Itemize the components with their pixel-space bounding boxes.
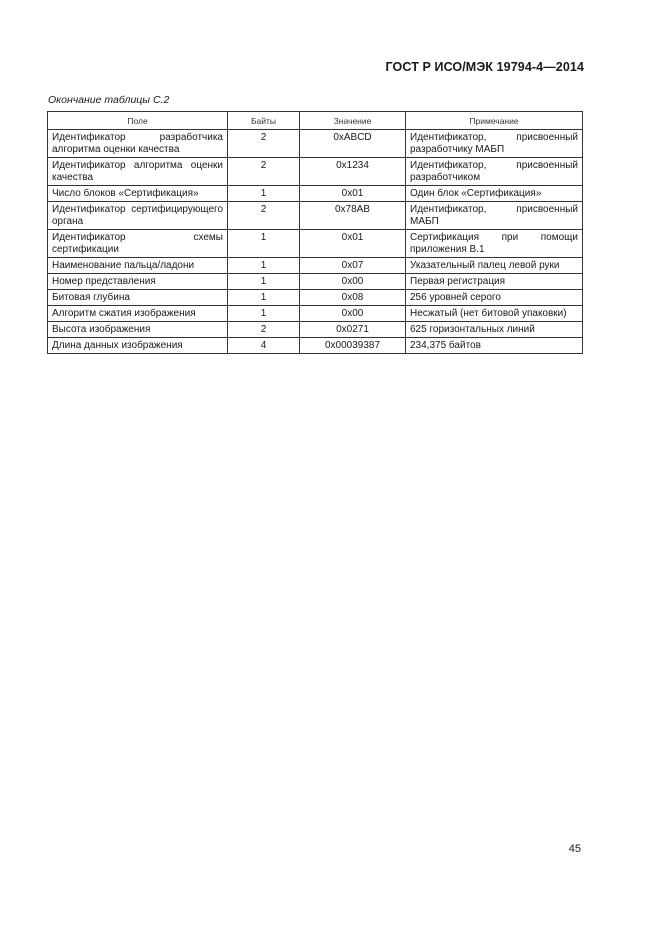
document-header: ГОСТ Р ИСО/МЭК 19794-4—2014	[385, 60, 584, 74]
data-table	[47, 111, 583, 354]
cell-value: 0x07	[300, 258, 406, 274]
table-header-row	[48, 112, 583, 130]
cell-value: 0x1234	[300, 158, 406, 186]
cell-value: 0x00039387	[300, 338, 406, 354]
cell-field: Идентификатор схемы сертификации	[48, 230, 228, 258]
cell-note: 256 уровней серого	[406, 290, 583, 306]
cell-bytes: 4	[228, 338, 300, 354]
column-header-bytes: Байты	[228, 112, 300, 130]
column-header-note: Примечание	[406, 112, 583, 130]
table-body	[48, 130, 583, 354]
cell-value: 0x01	[300, 230, 406, 258]
table-row	[48, 290, 583, 306]
table-row	[48, 306, 583, 322]
cell-note: 234,375 байтов	[406, 338, 583, 354]
column-header-value: Значение	[300, 112, 406, 130]
cell-value: 0x00	[300, 274, 406, 290]
cell-field: Идентификатор алгоритма оценки качества	[48, 158, 228, 186]
cell-note: Сертификация при помощи приложения В.1	[406, 230, 583, 258]
cell-bytes: 2	[228, 322, 300, 338]
table-row	[48, 258, 583, 274]
table-row	[48, 274, 583, 290]
cell-bytes: 1	[228, 258, 300, 274]
page-number: 45	[568, 843, 581, 855]
cell-bytes: 1	[228, 274, 300, 290]
cell-bytes: 1	[228, 230, 300, 258]
cell-note: Идентификатор, присвоенный МАБП	[406, 202, 583, 230]
table-row	[48, 338, 583, 354]
table-row	[48, 186, 583, 202]
cell-note: Указательный палец левой руки	[406, 258, 583, 274]
cell-bytes: 1	[228, 290, 300, 306]
table-row	[48, 130, 583, 158]
cell-field: Число блоков «Сертификация»	[48, 186, 228, 202]
cell-note: Идентификатор, присвоенный разработчику МАБП	[406, 130, 583, 158]
cell-value: 0x78AB	[300, 202, 406, 230]
cell-field: Номер представления	[48, 274, 228, 290]
cell-value: 0x01	[300, 186, 406, 202]
cell-note: 625 горизонтальных линий	[406, 322, 583, 338]
cell-field: Битовая глубина	[48, 290, 228, 306]
cell-note: Идентификатор, присвоенный разработчиком	[406, 158, 583, 186]
cell-field: Наименование пальца/ладони	[48, 258, 228, 274]
column-header-field: Поле	[48, 112, 228, 130]
cell-bytes: 2	[228, 130, 300, 158]
cell-field: Высота изображения	[48, 322, 228, 338]
cell-field: Идентификатор сертифицирующего органа	[48, 202, 228, 230]
table-row	[48, 230, 583, 258]
table-row	[48, 202, 583, 230]
cell-bytes: 1	[228, 186, 300, 202]
cell-field: Длина данных изображения	[48, 338, 228, 354]
cell-value: 0x0271	[300, 322, 406, 338]
cell-bytes: 1	[228, 306, 300, 322]
cell-value: 0x08	[300, 290, 406, 306]
cell-note: Первая регистрация	[406, 274, 583, 290]
table-row	[48, 322, 583, 338]
table-caption: Окончание таблицы С.2	[48, 94, 170, 106]
cell-field: Идентификатор разработчика алгоритма оценки качества	[48, 130, 228, 158]
cell-value: 0x00	[300, 306, 406, 322]
cell-note: Несжатый (нет битовой упаковки)	[406, 306, 583, 322]
cell-note: Один блок «Сертификация»	[406, 186, 583, 202]
cell-bytes: 2	[228, 202, 300, 230]
cell-value: 0xABCD	[300, 130, 406, 158]
cell-bytes: 2	[228, 158, 300, 186]
cell-field: Алгоритм сжатия изображения	[48, 306, 228, 322]
table-row	[48, 158, 583, 186]
